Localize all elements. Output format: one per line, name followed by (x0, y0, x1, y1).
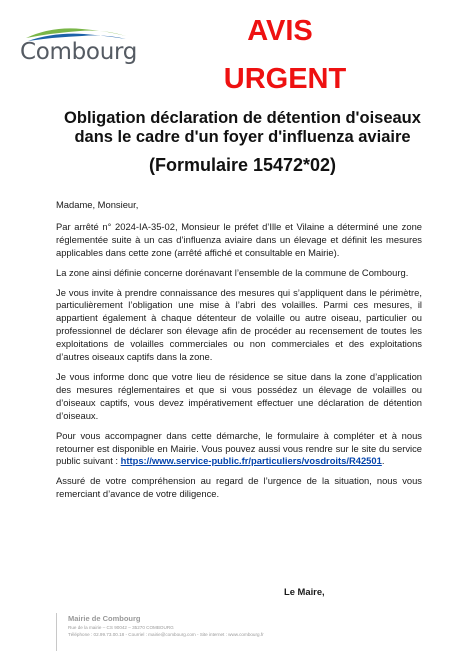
title-line-2: dans le cadre d'un foyer d'influenza aviaire (74, 128, 411, 146)
headline-urgent: URGENT (223, 63, 347, 95)
paragraph-mesures: Je vous invite à prendre connaissance des mesures qui s’appliquent dans le périmètre, particulièrement l’obligation une mise à l’abri des volailles. Parmi ces mesures, il appartient également à chaque détenteur de volaille ou autre oiseau, particulier ou professionnel de déclarer son élevage afin de procéder au recensement de toutes les exploitations de volailles commerciales ou non commerciales et des exploitations d’autres oiseaux captifs dans la zone. (56, 286, 422, 363)
paragraph-arrete: Par arrêté n° 2024-IA-35-02, Monsieur le préfet d’Ille et Vilaine a déterminé une zone réglementée suite à un cas d’influenza aviaire dans un élevage et définit les mesures applicables dans cette zone (arrêté affiché et consultable en Mairie). (56, 220, 422, 258)
headline-avis: AVIS (247, 15, 313, 47)
title-line-1: Obligation déclaration de détention d'oiseaux (64, 109, 421, 127)
service-public-link[interactable]: https://www.service-public.fr/particuliers/vosdroits/R42501 (120, 455, 382, 467)
signature: Le Maire, (284, 586, 325, 597)
footer-org: Mairie de Combourg (68, 614, 141, 623)
paragraph-residence: Je vous informe donc que votre lieu de résidence se situe dans la zone d’application des mesures réglementaires et que si vous possédez un élevage de volailles ou d’oiseaux captifs, vous devez impérativement effectuer une déclaration de détention d’oiseaux. (56, 370, 422, 421)
salutation: Madame, Monsieur, (56, 199, 139, 210)
footer (68, 614, 358, 638)
paragraph-zone: La zone ainsi définie concerne dorénavant l’ensemble de la commune de Combourg. (56, 266, 409, 278)
footer-address: Rue de la mairie – CS 90042 – 35270 COMBOURG (68, 625, 174, 630)
demarche-text: Pour vous accompagner dans cette démarche, le formulaire à compléter et à nous retourner est disponible en Mairie. Vous pouvez aussi vous rendre sur le site du service public suivant : (56, 429, 422, 467)
combourg-logo (20, 24, 138, 72)
notice-title (40, 109, 445, 147)
paragraph-closing: Assuré de votre compréhension au regard de l’urgence de la situation, nous vous remerciant d’avance de votre diligence. (56, 475, 422, 500)
footer-divider (56, 613, 57, 651)
demarche-end: . (381, 455, 385, 467)
logo-wordmark: Combourg (20, 39, 138, 65)
footer-contact: Téléphone : 02.99.73.00.18 - Courriel : mairie@combourg.com - Site internet : www.combourg.fr (68, 632, 264, 637)
letter-body (56, 199, 422, 508)
form-number: (Formulaire 15472*02) (148, 155, 337, 175)
paragraph-demarche (56, 430, 422, 469)
